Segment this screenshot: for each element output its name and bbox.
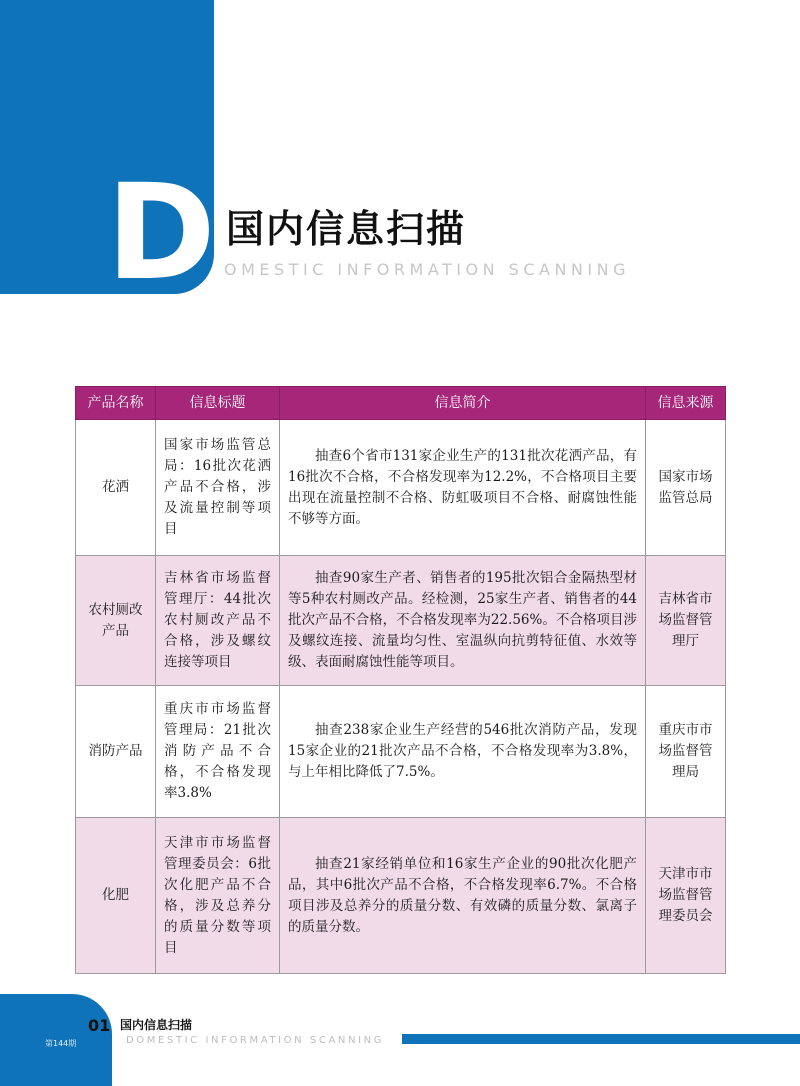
title-cell: 重庆市市场监督管理局：21批次消防产品不合格，不合格发现率3.8% — [156, 686, 280, 818]
title-cell: 国家市场监管总局：16批次花洒产品不合格，涉及流量控制等项目 — [156, 420, 280, 556]
product-cell: 花洒 — [76, 420, 156, 556]
footer-title: 国内信息扫描 — [120, 1018, 193, 1032]
column-header-source: 信息来源 — [646, 387, 726, 420]
summary-cell — [280, 420, 646, 556]
summary-cell — [280, 556, 646, 686]
title-cell: 吉林省市场监督管理厅：44批次农村厕改产品不合格，涉及螺纹连接等项目 — [156, 556, 280, 686]
product-cell: 农村厕改产品 — [76, 556, 156, 686]
product-cell: 消防产品 — [76, 686, 156, 818]
product-cell: 化肥 — [76, 818, 156, 974]
summary-text: 抽查90家生产者、销售者的195批次铝合金隔热型材等5种农村厕改产品。经检测，25家生产者、销售者的44批次产品不合格，不合格发现率为22.56%。不合格项目涉及螺纹连接、流量均匀性、室温纵向抗剪特征值、水效等级、表面耐腐蚀性能等项目。 — [288, 570, 637, 670]
summary-cell — [280, 818, 646, 974]
source-cell: 国家市场监管总局 — [646, 420, 726, 556]
table-row — [76, 556, 726, 686]
page-subtitle: OMESTIC INFORMATION SCANNING — [224, 260, 630, 279]
table-row — [76, 686, 726, 818]
info-table — [75, 386, 726, 974]
table-row — [76, 420, 726, 556]
column-header-summary: 信息简介 — [280, 387, 646, 420]
column-header-product: 产品名称 — [76, 387, 156, 420]
footer-bar — [402, 1034, 800, 1044]
page-number: 01 — [88, 1016, 111, 1035]
page-title: 国内信息扫描 — [226, 207, 467, 251]
table-header-row — [76, 387, 726, 420]
footer-subtitle: DOMESTIC INFORMATION SCANNING — [126, 1035, 385, 1046]
column-header-title: 信息标题 — [156, 387, 280, 420]
summary-text: 抽查6个省市131家企业生产的131批次花洒产品，有16批次不合格，不合格发现率为12.2%，不合格项目主要出现在流量控制不合格、防虹吸项目不合格、耐腐蚀性能不够等方面。 — [288, 447, 637, 527]
summary-text: 抽查238家企业生产经营的546批次消防产品，发现15家企业的21批次产品不合格，不合格发现率为3.8%，与上年相比降低了7.5%。 — [288, 722, 637, 780]
source-cell: 吉林省市场监督管理厅 — [646, 556, 726, 686]
source-cell: 重庆市市场监督管理局 — [646, 686, 726, 818]
issue-label: 第144期 — [45, 1039, 77, 1048]
summary-cell — [280, 686, 646, 818]
header-letter-d: D — [106, 156, 216, 310]
source-cell: 天津市市场监督管理委员会 — [646, 818, 726, 974]
table-row — [76, 818, 726, 974]
summary-text: 抽查21家经销单位和16家生产企业的90批次化肥产品，其中6批次产品不合格，不合格发现率6.7%。不合格项目涉及总养分的质量分数、有效磷的质量分数、氯离子的质量分数。 — [288, 855, 637, 935]
title-cell: 天津市市场监督管理委员会：6批次化肥产品不合格，涉及总养分的质量分数等项目 — [156, 818, 280, 974]
